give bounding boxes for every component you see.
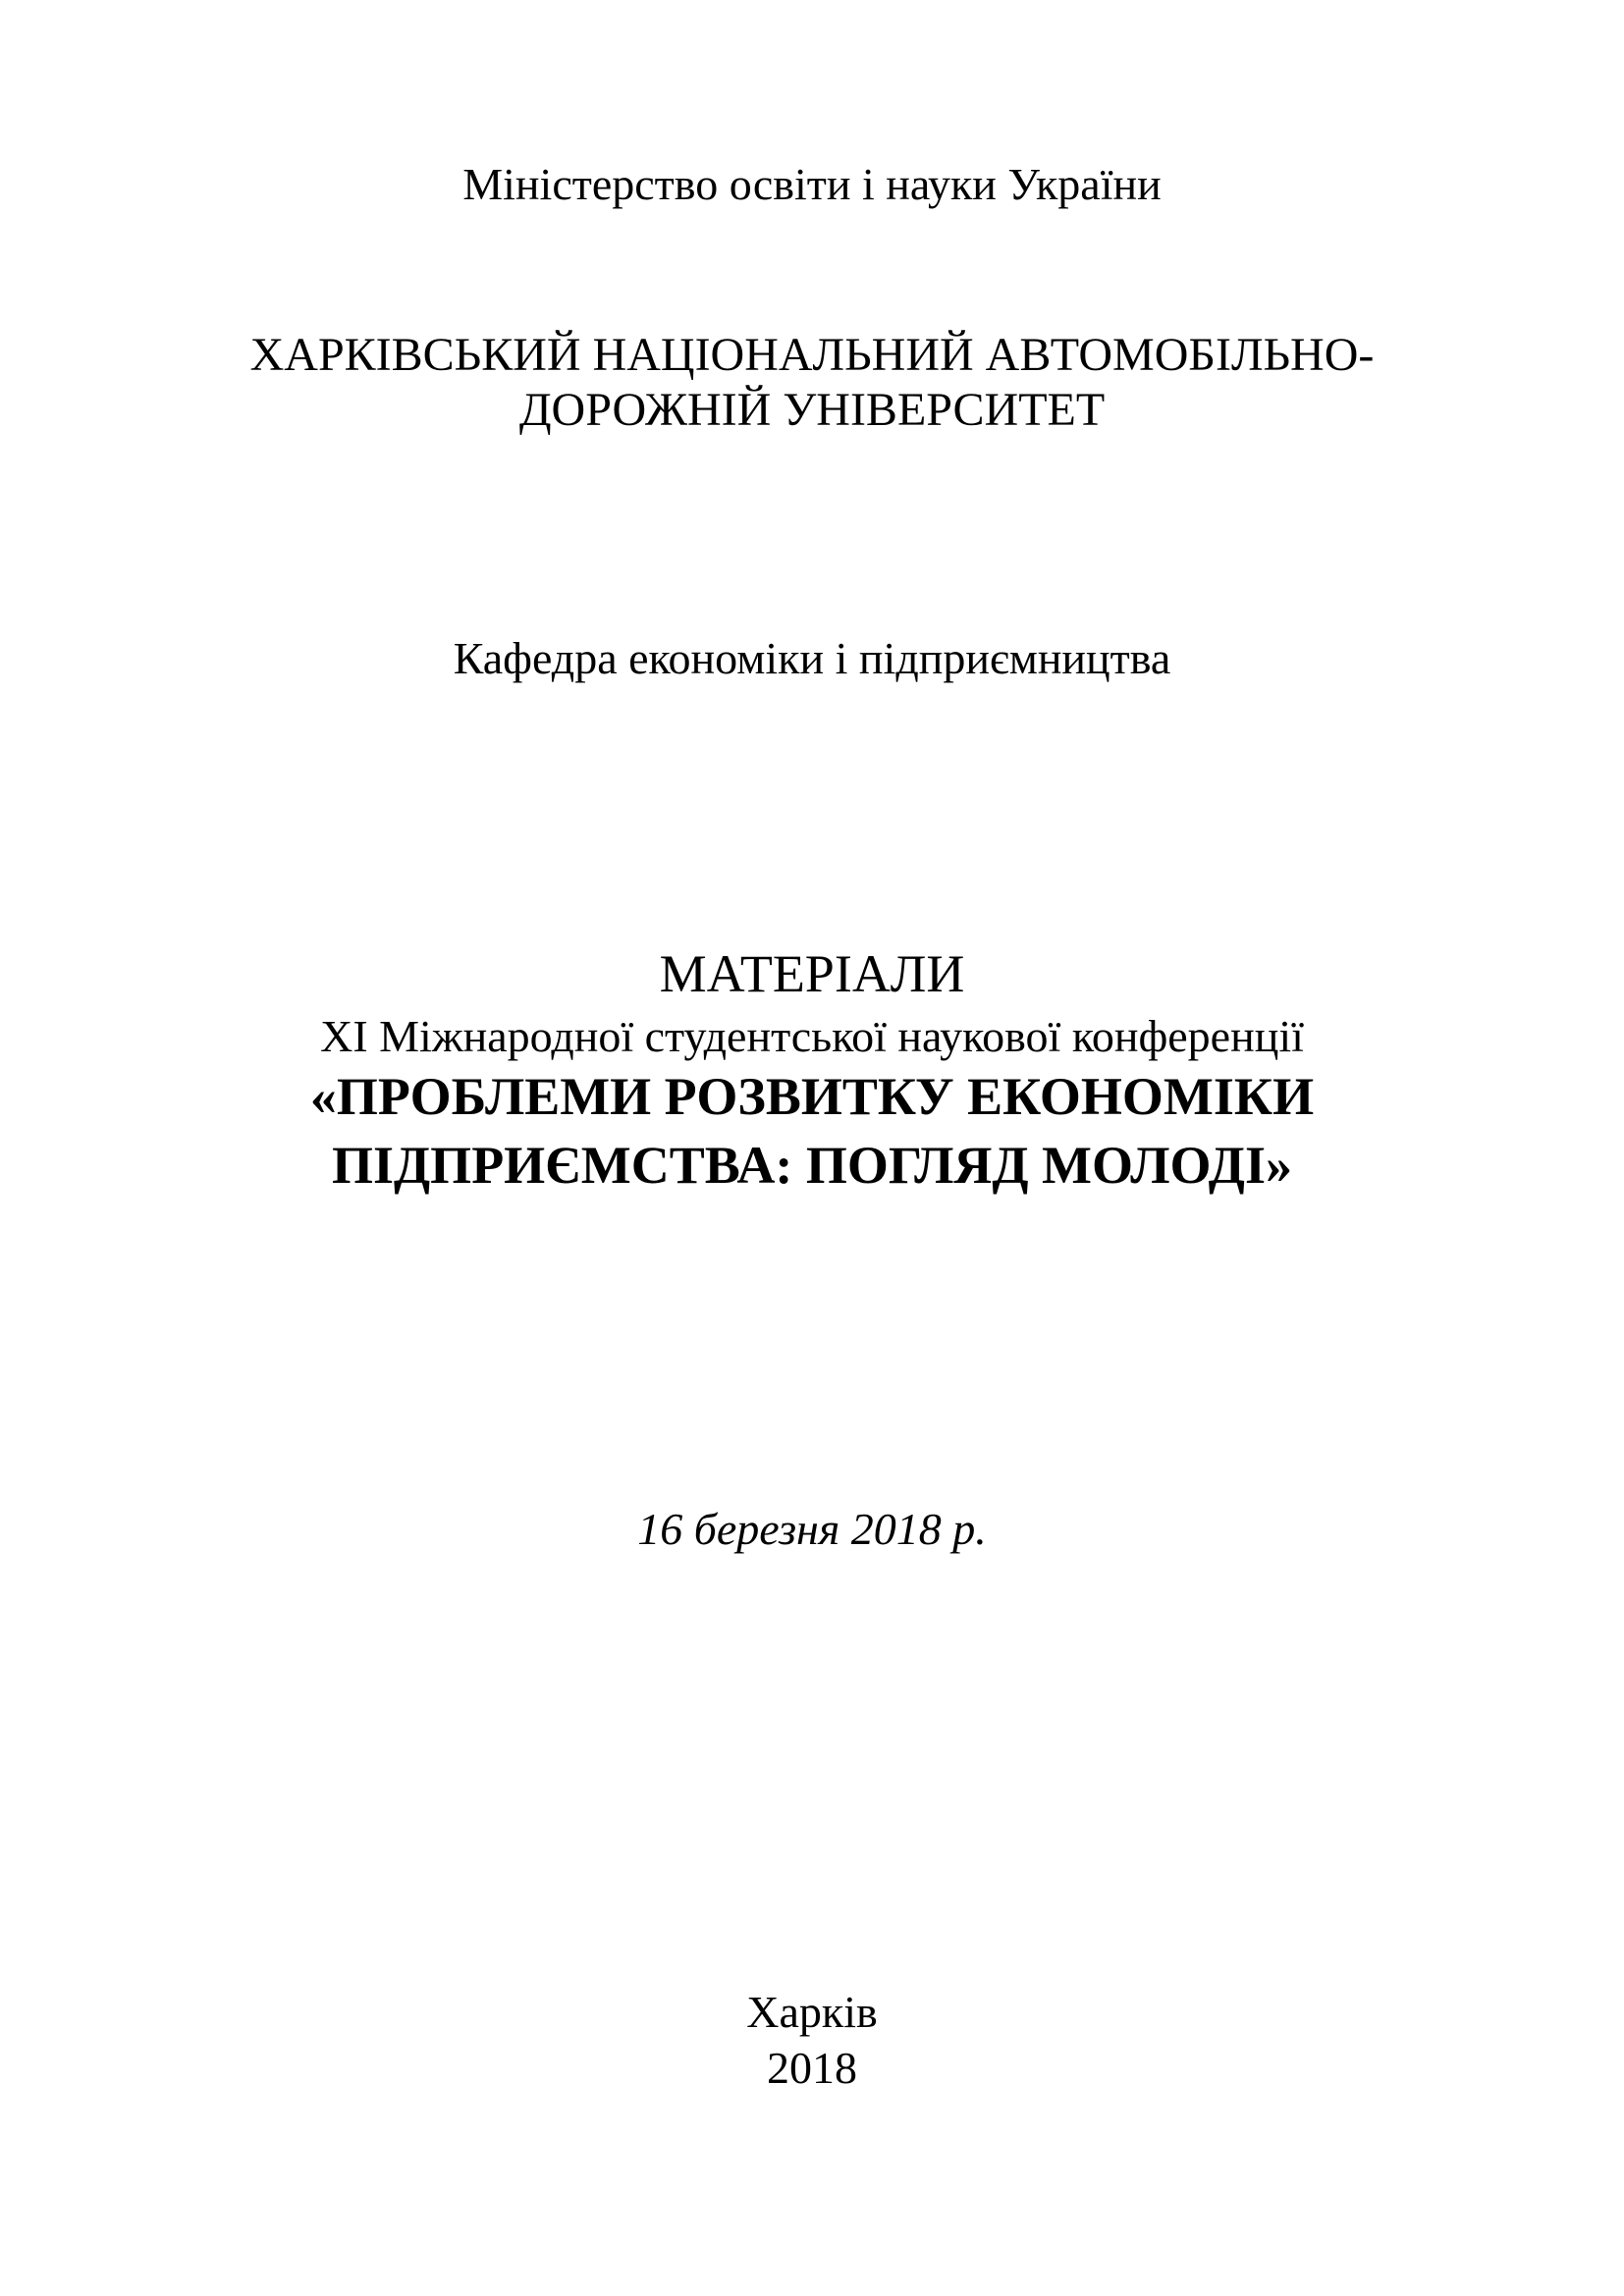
university-name-line-2: ДОРОЖНІЙ УНІВЕРСИТЕТ	[518, 384, 1106, 436]
conference-date: 16 березня 2018 р.	[637, 1504, 987, 1554]
ministry-name: Міністерство освіти і науки України	[462, 159, 1162, 209]
conference-title-line-1: «ПРОБЛЕМИ РОЗВИТКУ ЕКОНОМІКИ	[309, 1067, 1315, 1126]
materials-heading: МАТЕРІАЛИ	[659, 944, 965, 1003]
imprint-city: Харків	[746, 1987, 878, 2037]
conference-description: XI Міжнародної студентської наукової конференції	[320, 1011, 1304, 1061]
university-name-line-1: ХАРКІВСЬКИЙ НАЦІОНАЛЬНИЙ АВТОМОБІЛЬНО-	[249, 329, 1375, 381]
conference-title-line-2: ПІДПРИЄМСТВА: ПОГЛЯД МОЛОДІ»	[332, 1136, 1292, 1195]
department-name: Кафедра економіки і підприємництва	[453, 633, 1171, 683]
imprint-year: 2018	[767, 2043, 857, 2093]
